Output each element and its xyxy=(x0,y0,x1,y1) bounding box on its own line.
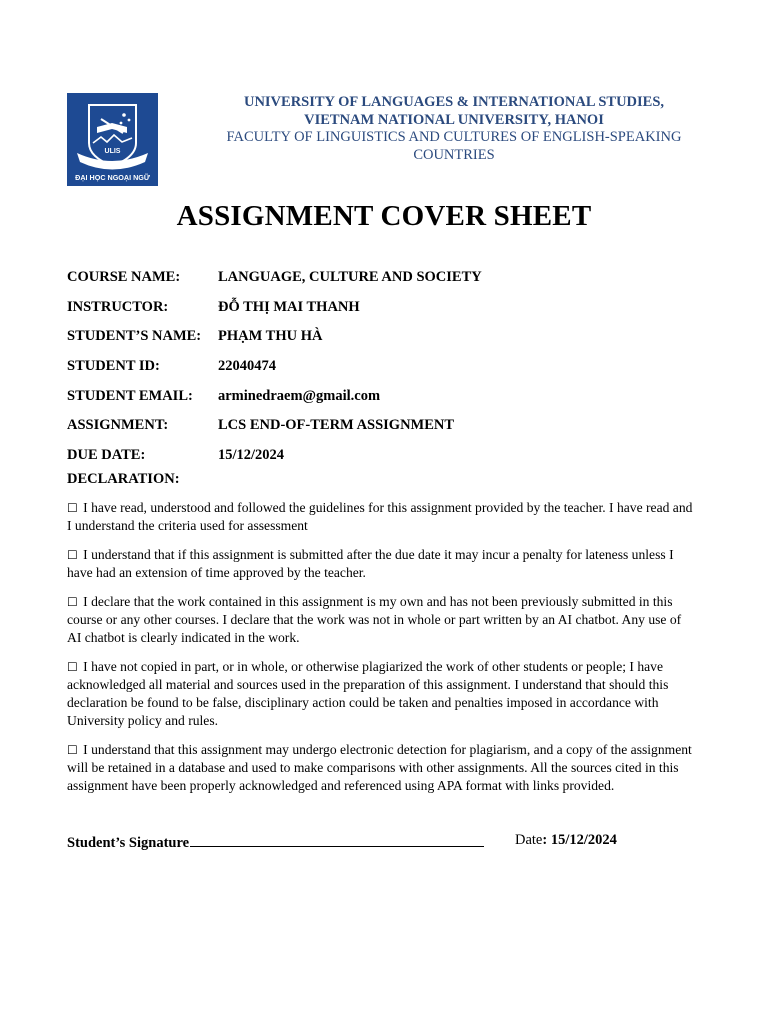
checkbox-icon[interactable]: ☐ xyxy=(67,548,78,562)
assignment-info xyxy=(67,263,707,470)
field-value: LANGUAGE, CULTURE AND SOCIETY xyxy=(218,269,482,286)
declaration-item xyxy=(67,741,697,795)
checkbox-icon[interactable]: ☐ xyxy=(67,595,78,609)
signature-block xyxy=(67,832,484,852)
logo-abbreviation: ULIS xyxy=(104,148,121,155)
date-colon: : xyxy=(542,832,548,848)
field-label: STUDENT ID: xyxy=(67,358,160,375)
field-student-name xyxy=(67,322,707,352)
faculty-name-line1: FACULTY OF LINGUISTICS AND CULTURES OF ENGLISH-SPEAKING xyxy=(226,129,682,145)
checkbox-icon[interactable]: ☐ xyxy=(67,660,78,674)
field-instructor xyxy=(67,293,707,323)
declaration-text: I have not copied in part, or in whole, or otherwise plagiarized the work of other students or people; I have acknowledged all material and sources used in the preparation of this assignment. I understand that should this declaration be found to be false, disciplinary action could be taken and penalties imposed in accordance with University policy and rules. xyxy=(67,659,669,728)
checkbox-icon[interactable]: ☐ xyxy=(67,501,78,515)
page-title: ASSIGNMENT COVER SHEET xyxy=(176,200,592,232)
declaration-text: I declare that the work contained in this assignment is my own and has not been previously submitted in this course or any other courses. I declare that the work was not in whole or part written by an AI chatbot. Any use of AI chatbot is clearly indicated in the work. xyxy=(67,594,682,645)
declaration-text: I understand that this assignment may undergo electronic detection for plagiarism, and a copy of the assignment will be retained in a database and used to make comparisons with other assignments. All the sources cited in this assignment have been properly acknowledged and referenced using APA format with links provided. xyxy=(67,742,692,793)
signature-date xyxy=(515,832,617,849)
date-label: Date xyxy=(515,832,543,848)
university-name-line2: VIETNAM NATIONAL UNIVERSITY, HANOI xyxy=(304,111,604,128)
checkbox-icon[interactable]: ☐ xyxy=(67,743,78,757)
field-value: 15/12/2024 xyxy=(218,446,285,463)
field-label: DUE DATE: xyxy=(67,446,146,463)
signature-line[interactable] xyxy=(190,832,484,847)
field-value: arminedraem@gmail.com xyxy=(218,387,381,404)
field-student-id xyxy=(67,352,707,382)
field-value: 22040474 xyxy=(218,358,276,375)
declaration-text: I have read, understood and followed the guidelines for this assignment provided by the teacher. I have read and I understand the criteria used for assessment xyxy=(67,500,693,533)
declaration-heading: DECLARATION: xyxy=(67,471,180,487)
field-course-name xyxy=(67,263,707,293)
field-label: STUDENT EMAIL: xyxy=(67,387,193,404)
university-header xyxy=(180,94,728,164)
field-label: ASSIGNMENT: xyxy=(67,417,169,434)
field-student-email xyxy=(67,381,707,411)
field-value: ĐỖ THỊ MAI THANH xyxy=(218,298,360,315)
declaration-item xyxy=(67,499,697,535)
declaration-item xyxy=(67,658,697,730)
declaration-list xyxy=(67,499,697,806)
university-logo xyxy=(67,93,158,186)
field-label: INSTRUCTOR: xyxy=(67,298,169,315)
faculty-name-line2: COUNTRIES xyxy=(413,146,495,163)
field-value: LCS END-OF-TERM ASSIGNMENT xyxy=(218,417,455,434)
field-due-date xyxy=(67,441,707,471)
declaration-text: I understand that if this assignment is submitted after the due date it may incur a penalty for lateness unless I have had an extension of time approved by the teacher. xyxy=(67,547,674,580)
university-name-line1: UNIVERSITY OF LANGUAGES & INTERNATIONAL STUDIES, xyxy=(243,94,665,110)
field-value: PHẠM THU HÀ xyxy=(218,328,323,345)
field-label: STUDENT’S NAME: xyxy=(67,328,202,345)
signature-label: Student’s Signature xyxy=(67,835,190,851)
field-assignment xyxy=(67,411,707,441)
declaration-item xyxy=(67,546,697,582)
ulis-logo-icon xyxy=(67,93,158,186)
field-label: COURSE NAME: xyxy=(67,269,181,286)
declaration-item xyxy=(67,593,697,647)
logo-caption: ĐẠI HỌC NGOẠI NGỮ xyxy=(75,173,150,182)
date-value: 15/12/2024 xyxy=(550,832,617,848)
